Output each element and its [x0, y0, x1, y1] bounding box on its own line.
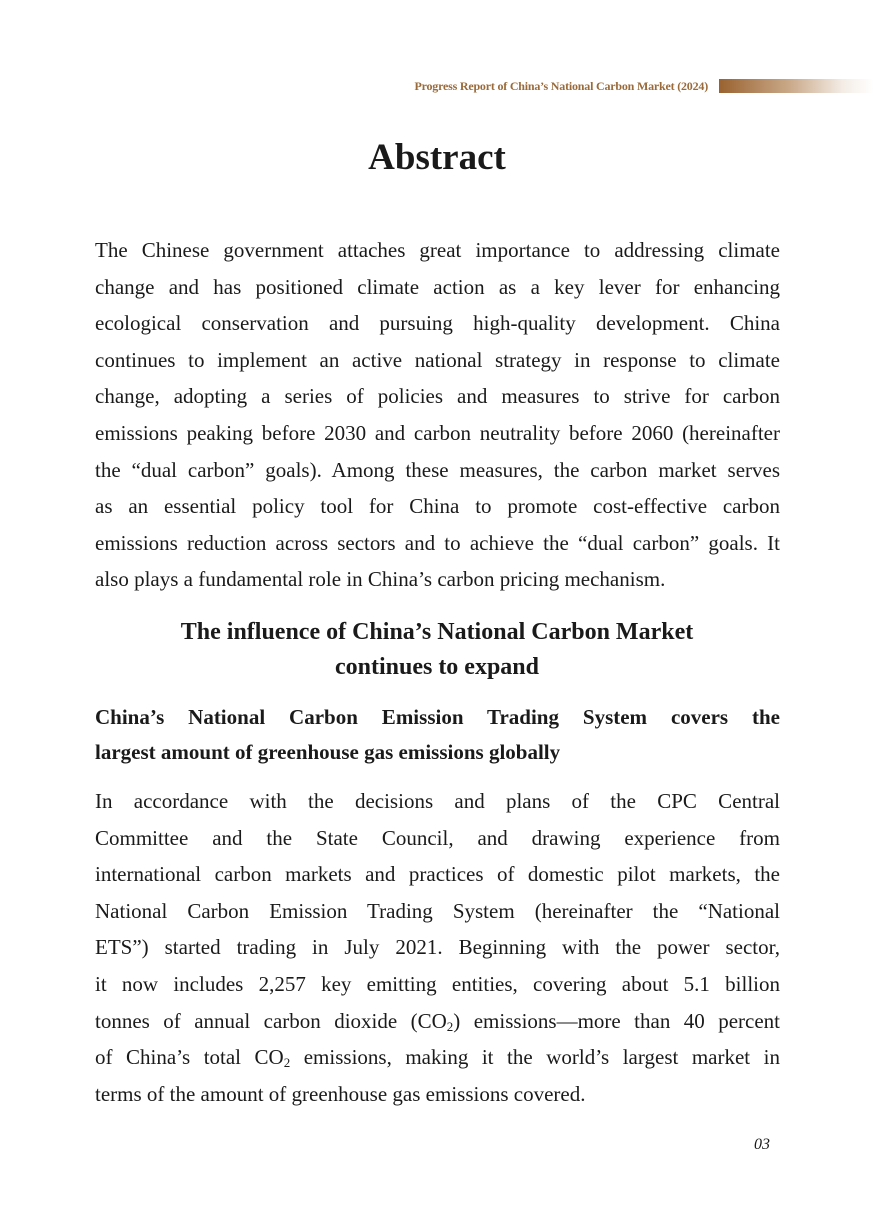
text-segment: also plays a fundamental role in China’s carbon pricing mechanism. [95, 567, 666, 592]
text-line-content [95, 1009, 780, 1033]
text-line-content [95, 899, 780, 923]
text-line-content [95, 531, 780, 555]
text-line [95, 269, 780, 306]
text-segment: National Carbon Emission Trading System (hereinafter the “National [95, 898, 780, 923]
text-line [95, 735, 780, 770]
text-line-content [95, 311, 780, 335]
text-line [95, 378, 780, 415]
text-segment: change, adopting a series of policies and measures to strive for carbon [95, 384, 780, 409]
running-header [0, 78, 874, 94]
text-line [95, 966, 780, 1003]
body-paragraph [95, 783, 780, 1112]
text-line [95, 820, 780, 857]
text-line-content [95, 972, 780, 996]
text-line [95, 700, 780, 735]
subheading [95, 700, 780, 770]
text-line-content [95, 238, 780, 262]
text-line [95, 783, 780, 820]
text-segment: In accordance with the decisions and plans of the CPC Central [95, 789, 780, 813]
text-segment: ) emissions—more than 40 percent [453, 1008, 780, 1033]
text-line-content [95, 1082, 585, 1106]
text-segment: emissions, making it the world’s largest market in [290, 1045, 780, 1070]
text-segment: China’s National Carbon Emission Trading System covers the [95, 705, 780, 729]
text-line-content [95, 705, 780, 729]
report-title: Progress Report of China’s National Carbon Market (2024) [414, 79, 708, 93]
text-line [95, 232, 780, 269]
text-line-content [95, 1045, 780, 1069]
text-line-content [95, 494, 780, 518]
text-line [95, 856, 780, 893]
text-segment: largest amount of greenhouse gas emissions globally [95, 740, 561, 764]
text-line [95, 1039, 780, 1076]
text-segment: terms of the amount of greenhouse gas emissions covered. [95, 1081, 586, 1106]
text-line-content [95, 935, 780, 959]
abstract-paragraph [95, 232, 780, 598]
text-segment: emissions peaking before 2030 and carbon neutrality before 2060 (hereinafter [95, 420, 780, 445]
page-title: Abstract [368, 137, 506, 178]
text-line [95, 1003, 780, 1040]
text-line [95, 893, 780, 930]
text-segment: The Chinese government attaches great importance to addressing climate [95, 238, 780, 262]
text-segment: continues to implement an active national strategy in response to climate [95, 347, 780, 372]
text-line-content [95, 789, 780, 813]
text-segment: tonnes of annual carbon dioxide (CO [95, 1008, 447, 1033]
page-number: 03 [754, 1136, 770, 1153]
text-segment: ETS”) started trading in July 2021. Beginning with the power sector, [95, 935, 780, 960]
text-line [95, 525, 780, 562]
text-line-content [95, 567, 665, 591]
text-line-content [95, 458, 780, 482]
text-line-content [95, 275, 780, 299]
text-line-content [95, 421, 780, 445]
text-line [95, 305, 780, 342]
text-line [95, 929, 780, 966]
text-line-content [95, 862, 780, 886]
text-segment: international carbon markets and practices of domestic pilot markets, the [95, 862, 780, 887]
text-line-content [95, 384, 780, 408]
header-gradient-bar [719, 79, 874, 93]
section-heading [0, 615, 874, 685]
text-line [95, 342, 780, 379]
section-heading-line: The influence of China’s National Carbon Market [180, 619, 694, 645]
text-line-content [95, 740, 560, 764]
text-segment: change and has positioned climate action as a key lever for enhancing [95, 274, 780, 299]
text-segment: of China’s total CO [95, 1045, 284, 1070]
text-line [95, 488, 780, 525]
text-line-content [95, 826, 780, 850]
subscript: 2 [446, 1018, 454, 1034]
text-segment: it now includes 2,257 key emitting entities, covering about 5.1 billion [95, 971, 780, 996]
text-segment: emissions reduction across sectors and to achieve the “dual carbon” goals. It [95, 530, 780, 555]
text-line [95, 452, 780, 489]
text-segment: ecological conservation and pursuing high-quality development. China [95, 311, 780, 336]
text-line [95, 1076, 780, 1113]
text-line [95, 415, 780, 452]
subscript: 2 [283, 1055, 291, 1071]
text-line-content [95, 348, 780, 372]
text-segment: the “dual carbon” goals). Among these measures, the carbon market serves [95, 457, 780, 482]
text-segment: Committee and the State Council, and drawing experience from [95, 825, 780, 850]
text-line [95, 561, 780, 598]
text-segment: as an essential policy tool for China to promote cost-effective carbon [95, 494, 780, 519]
section-heading-line: continues to expand [334, 654, 540, 680]
